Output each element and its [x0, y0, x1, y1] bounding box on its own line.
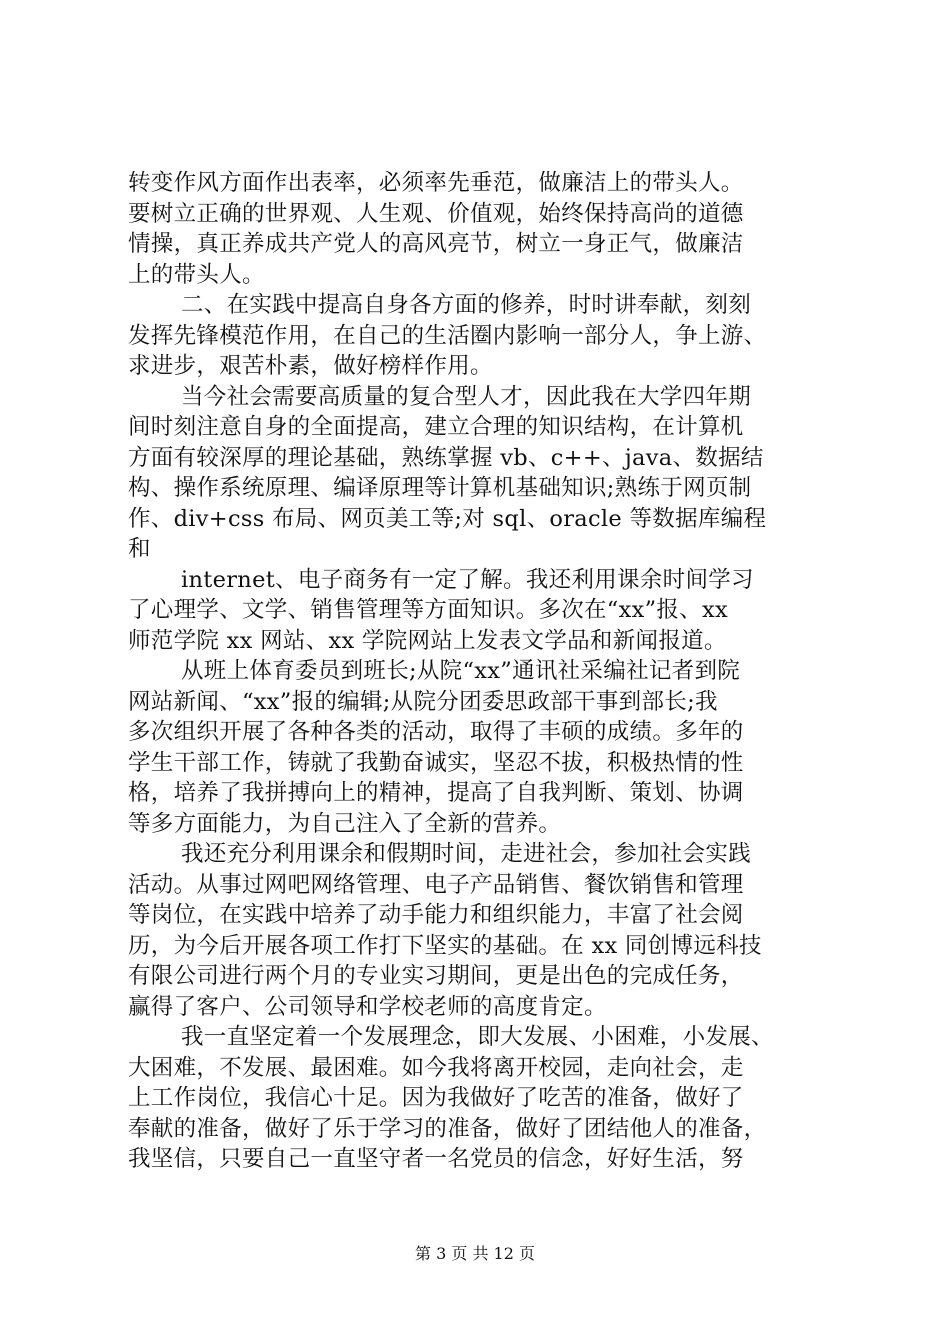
page-footer: 第 3 页 共 12 页 — [415, 1244, 535, 1263]
text-line: 二、在实践中提高自身各方面的修养，时时讲奉献，刻刻 — [181, 292, 752, 318]
text-line: 转变作风方面作出表率，必须率先垂范，做廉洁上的带头人。 — [128, 170, 744, 196]
text-line: 历，为今后开展各项工作打下坚实的基础。在 xx 同创博远科技 — [128, 933, 762, 959]
text-line: 赢得了客户、公司领导和学校老师的高度肯定。 — [128, 994, 607, 1020]
text-line: 等岗位，在实践中培养了动手能力和组织能力，丰富了社会阅 — [128, 902, 744, 928]
text-line: internet、电子商务有一定了解。我还利用课余时间学习 — [181, 567, 754, 593]
text-line: 上工作岗位，我信心十足。因为我做好了吃苦的准备，做好了 — [128, 1085, 744, 1111]
text-line: 上的带头人。 — [128, 262, 265, 288]
text-line: 活动。从事过网吧网络管理、电子产品销售、餐饮销售和管理 — [128, 872, 744, 898]
text-line: 间时刻注意自身的全面提高，建立合理的知识结构，在计算机 — [128, 414, 744, 440]
text-line: 师范学院 xx 网站、xx 学院网站上发表文学品和新闻报道。 — [128, 628, 727, 654]
text-line: 多次组织开展了各种各类的活动，取得了丰硕的成绩。多年的 — [128, 719, 744, 745]
text-line: 方面有较深厚的理论基础，熟练掌握 vb、c++、java、数据结 — [128, 445, 764, 471]
text-line: 发挥先锋模范作用，在自己的生活圈内影响一部分人，争上游、 — [128, 323, 767, 349]
text-line: 情操，真正养成共产党人的高风亮节，树立一身正气，做廉洁 — [128, 231, 744, 257]
text-line: 了心理学、文学、销售管理等方面知识。多次在“xx”报、xx — [128, 597, 728, 623]
text-line: 我还充分利用课余和假期时间，走进社会，参加社会实践 — [181, 841, 752, 867]
text-line: 格，培养了我拼搏向上的精神，提高了自我判断、策划、协调 — [128, 780, 744, 806]
text-line: 奉献的准备，做好了乐于学习的准备，做好了团结他人的准备， — [128, 1116, 767, 1142]
text-line: 构、操作系统原理、编译原理等计算机基础知识;熟练于网页制 — [128, 475, 752, 501]
text-line: 我一直坚定着一个发展理念，即大发展、小困难，小发展、 — [181, 1024, 774, 1050]
text-line: 等多方面能力，为自己注入了全新的营养。 — [128, 811, 562, 837]
text-line: 学生干部工作，铸就了我勤奋诚实，坚忍不拔，积极热情的性 — [128, 750, 744, 776]
text-line: 有限公司进行两个月的专业实习期间，更是出色的完成任务， — [128, 963, 744, 989]
text-line: 我坚信，只要自己一直坚守者一名党员的信念，好好生活，努 — [128, 1146, 744, 1172]
text-line: 作、div+css 布局、网页美工等;对 sql、oracle 等数据库编程 — [128, 506, 767, 532]
text-line: 网站新闻、“xx”报的编辑;从院分团委思政部干事到部长;我 — [128, 689, 718, 715]
text-line: 和 — [128, 536, 151, 562]
text-line: 当今社会需要高质量的复合型人才，因此我在大学四年期 — [181, 384, 752, 410]
text-line: 从班上体育委员到班长;从院“xx”通讯社采编社记者到院 — [181, 658, 741, 684]
text-line: 要树立正确的世界观、人生观、价值观，始终保持高尚的道德 — [128, 201, 744, 227]
text-line: 大困难，不发展、最困难。如今我将离开校园，走向社会，走 — [128, 1055, 744, 1081]
text-line: 求进步，艰苦朴素，做好榜样作用。 — [128, 353, 493, 379]
